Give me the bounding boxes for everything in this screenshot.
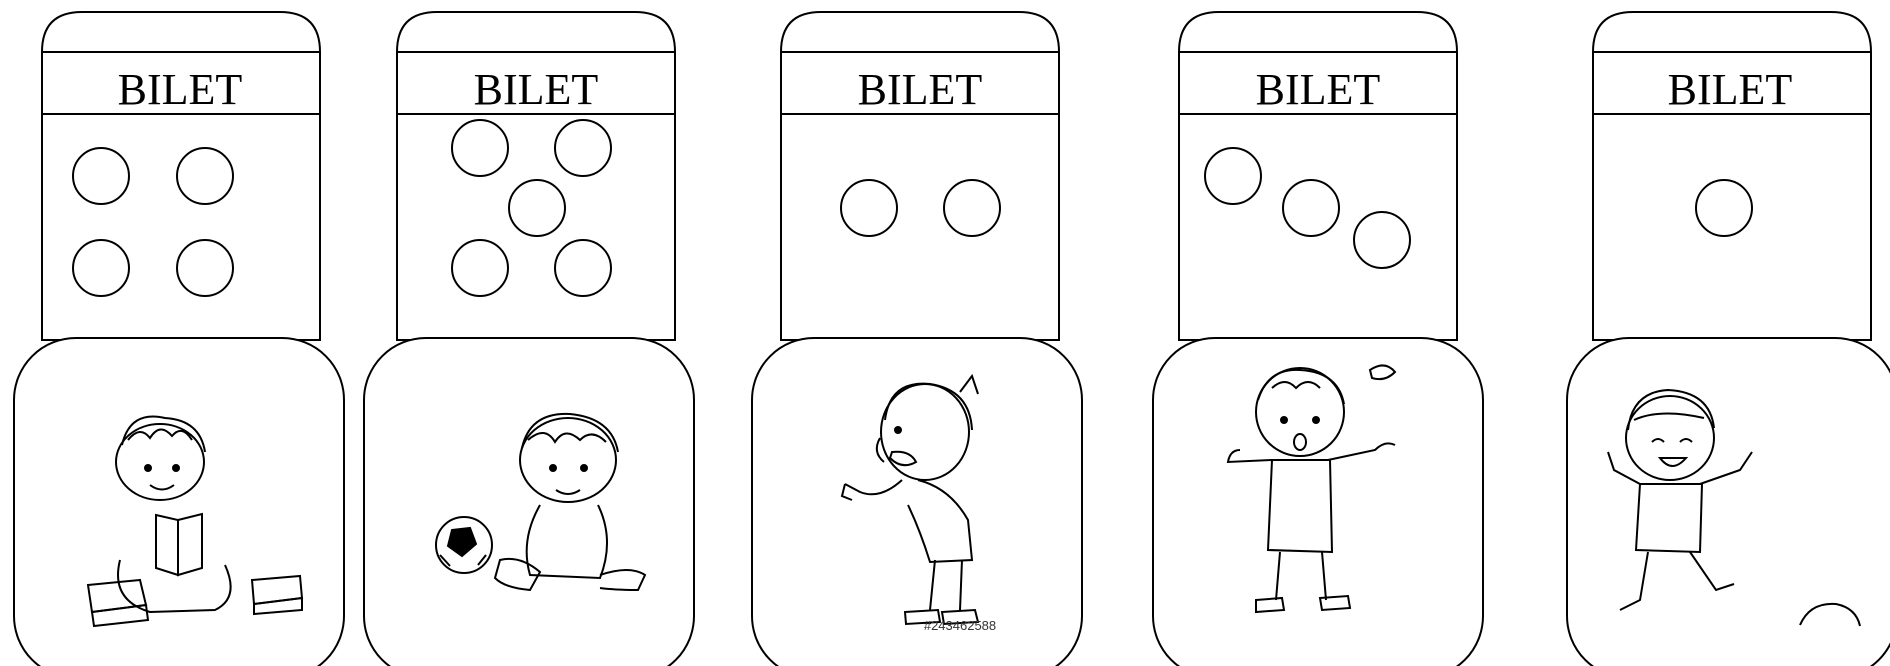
ticket-2-top-card (397, 12, 675, 340)
ticket-5 (1567, 12, 1890, 666)
image-watermark: #243462588 (923, 618, 997, 633)
ticket-3-label: BILET (857, 65, 983, 114)
ticket-2-picture-card (364, 338, 694, 666)
ticket-1 (14, 12, 344, 666)
ticket-5-label: BILET (1667, 65, 1793, 114)
ticket-2 (364, 12, 694, 666)
ticket-3 (752, 12, 1082, 666)
ticket-4 (1153, 12, 1483, 666)
ticket-1-picture-card (14, 338, 344, 666)
ticket-5-picture-card (1567, 338, 1890, 666)
ticket-1-label: BILET (117, 65, 243, 114)
ticket-3-picture-card (752, 338, 1082, 666)
ticket-4-top-card (1179, 12, 1457, 340)
ticket-5-top-card (1593, 12, 1871, 340)
ticket-3-top-card (781, 12, 1059, 340)
ticket-4-label: BILET (1255, 65, 1381, 114)
ticket-2-label: BILET (473, 65, 599, 114)
